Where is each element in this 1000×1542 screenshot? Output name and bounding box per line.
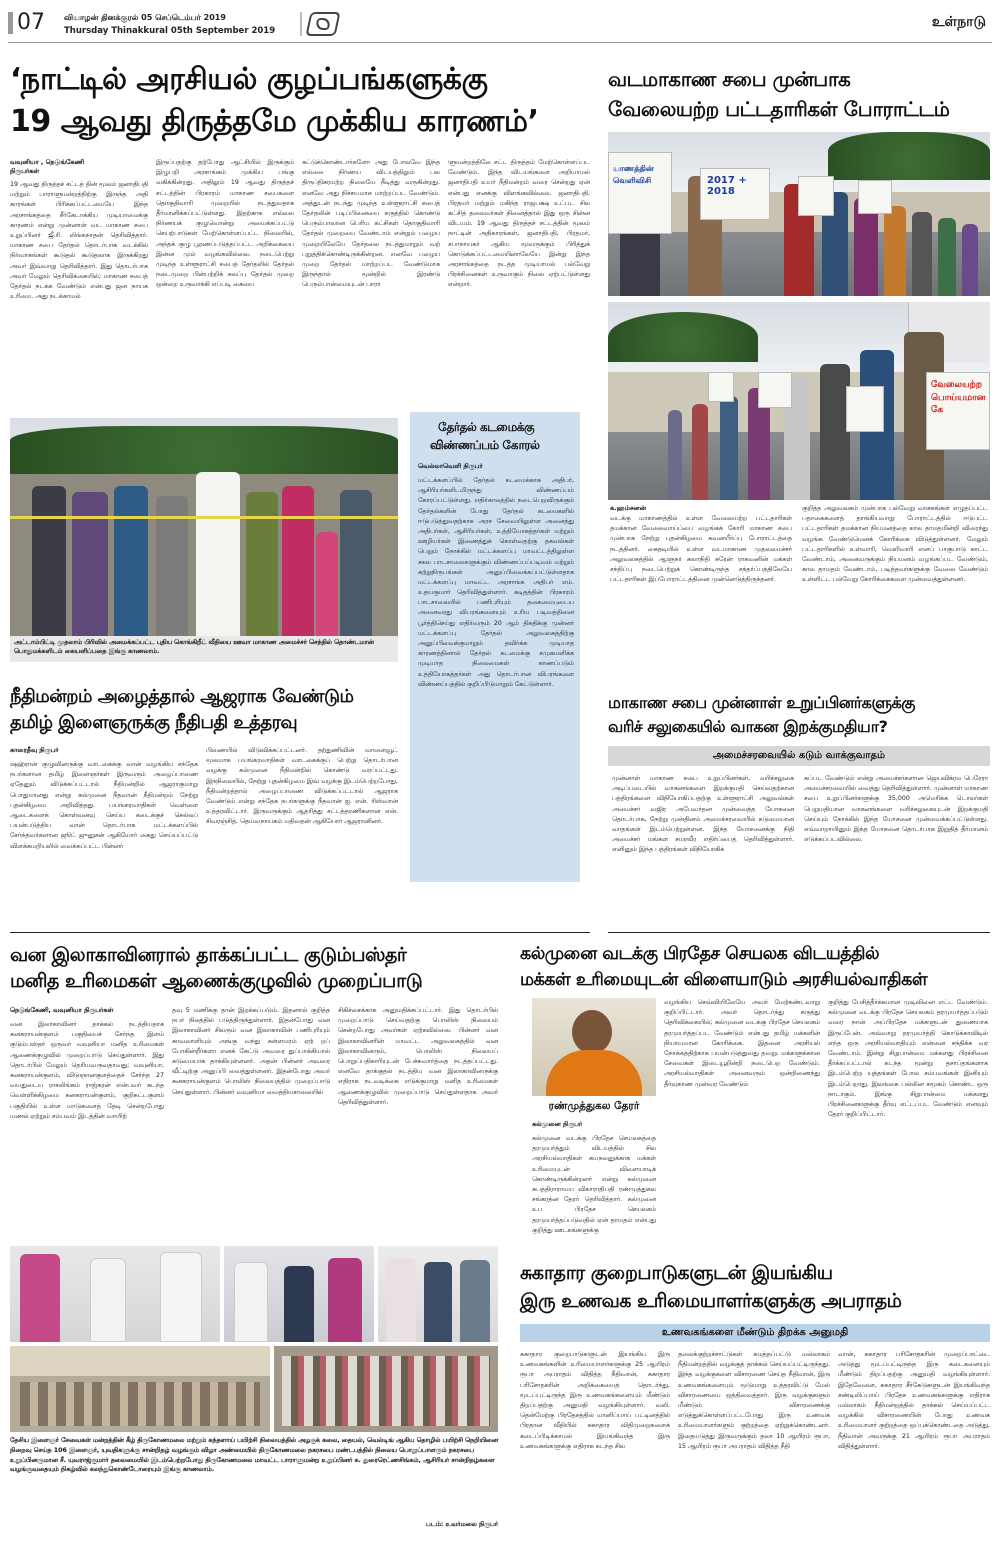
article2-headline-line2: வேலையற்ற பட்டதாரிகள் போராட்டம்: [608, 97, 950, 121]
protest-photo-top: [608, 132, 990, 296]
article6-headline-line1: கல்முனை வடக்கு பிரதேச செயலக விடயத்தில்: [520, 944, 880, 964]
article4-col2: கப்பட வேண்டும் என்று அமைச்சர்களான ஜெயவிக்ரம பெரேரா அமைச்சரவையில் வைத்து தெரிவித்துள்ளார். முன்னாள் மாகாண சபை உறுப்பினர்களுக்கு 35,000 அமெரிக்க டொலர்கள் பெறுமதியான வாகனங்களை வரிச்சலுகையுடன் இறக்குமதி செய்யும் நோக்கில் இந்த யோசனை முன்வைக்கப்பட்டுள்ளது. எவ்வாறாயினும் இந்த யோசனை தொடர்பாக இறுதித் தீர்மானம் எடுக்கப்படவில்லை.: [804, 775, 988, 844]
article3-headline-line2: தமிழ் இளைஞருக்கு நீதிபதி உத்தரவு: [10, 712, 298, 733]
article2-col2: குறித்த அலுவலகம் முன்பாக பல்வேறு வாசகங்கள் எழுதப்பட்ட பதாகைகளைத் தாங்கியவாறு போராட்டத்தில் ஈடுபட்ட பட்டதாரிகள் தமக்கான நியமனத்தை கால தாமதமின்றி விரைந்து வழங்க வேண்டுமெனக் கோரிக்கை விடுத்துள்ளனர். மேலும் பட்டதாரிகளில் உள்வாரி, வெளிவாரி எனப் பாகுபாடு காட்ட வேண்டாம், அனைவருக்கும் நியமனம் வழங்கப்பட வேண்டும், கால தாமதம் வேண்டாம், படித்தவர்களுக்கு வேலை வேண்டும் உள்ளிட்ட பல்வேறு கோரிக்கைகளை முன்வைத்துள்ளனர்.: [802, 505, 988, 584]
protest-photo-bottom: [608, 302, 990, 500]
ceremony-photo: [274, 1346, 498, 1432]
article1-col4: ளுமன்றத்திலே சட்ட திருத்தம் மேற்கொள்ளப்பட வேண்டும். இந்த விடயங்களை அறியாமல் ஜனாதிபதி உயர் நீதிமன்றம் வரை சென்றது ஏன் என்பது எனக்கு விளங்கவில்லை. ஜனாதிபதி, பிரதமர் மற்றும் மகிந்த ராஜபக்ஷ உட்பட சில கட்சித் தலைவர்கள் நினைத்தால் இது ஒரு சின்ன விடயம். 19 ஆவது திருத்தச் சட்டத்தின் மூலம் நாட்டின் அதிகாரங்கள், ஜனாதிபதி, பிரதமர், சபாநாயகர் ஆகிய மூவருக்கும் பிரித்துக் கொடுக்கப்பட்டமையினாலேயே இன்று இந்த அரசாங்கத்தை நடத்த முடியாமல் பல்வேறு பிரச்சினைகள் உருவாகும் நிலை ஏற்பட்டுள்ளது என்றார்.: [448, 159, 590, 289]
article5-headline-line2: மனித உரிமைகள் ஆணைக்குழுவில் முறைப்பாடு: [10, 970, 423, 992]
protest-placard: வேலையற்ற பொய்யமான கே: [926, 372, 990, 450]
protest-placard: [846, 386, 884, 432]
masthead: [0, 0, 1000, 44]
sidebar-headline-line2: விண்ணப்பம் கோரல்: [430, 438, 540, 452]
article7-headline-line2: இரு உணவக உரிமையாளர்களுக்கு அபராதம்: [520, 1290, 902, 1312]
article6-col2: வழங்கிய செவ்வியிலேயே அவர் மேற்கண்டவாறு குறிப்பிட்டார். அவர் தொடர்ந்து கருத்து தெரிவிக்கையில்; கல்முனை வடக்கு பிரதேச செயலகம் தரமுயர்த்தப்பட வேண்டும் என்பது தமிழ் மக்களின் நியாயமான கோரிக்கை. இதனை அரசியல் நோக்கத்திற்காக பயன்படுத்துவது தவறு. மக்களுக்கான சேவைகள் இடையூறின்றி நடைபெற வேண்டும். அரசியல்வாதிகள் அனைவரும் ஒன்றிணைந்து தீர்வுகாண முன்வர வேண்டும்: [664, 999, 820, 1088]
masthead-english-date: Thursday Thinakkural 05th September 2019: [64, 26, 276, 36]
masthead-tamil-date: வியாழன் தினக்குரல் 05 செப்டெம்பர் 2019: [64, 13, 226, 22]
article2-photo-credit: க.ஹம்சனன்: [610, 504, 647, 512]
article5-headline-line1: வன இலாகாவினரால் தாக்கப்பட்ட குடும்பஸ்தர்: [10, 944, 407, 966]
article3-headline-line1: நீதிமன்றம் அழைத்தால் ஆஜராக வேண்டும்: [10, 686, 354, 707]
ceremony-photo: [10, 1246, 220, 1342]
article1-byline: வவுனியா , நெடுங்கேணி: [10, 158, 85, 166]
protest-placard: [858, 180, 892, 214]
ceremony-photo: [10, 1346, 270, 1432]
article6-headline-line2: மக்கள் உரிமையுடன் விளையாடும் அரசியல்வாதிகள்: [520, 970, 928, 990]
protest-placard: 2017 + 2018: [700, 168, 770, 220]
article7-col2: தலைக்குற்றச்சாட்டுகள் சுமத்தப்பட்டு மல்லாகம் நீதிமன்றத்தில் வழக்குத் தாக்கல் செய்யப்பட்டிருந்தது. இந்த வழக்குகளை விசாரணை செய்த நீதிவான், இரு உணவகங்களையும் மூடுமாறு உத்தரவிட்டு மேல் விசாரணையை ஒத்திவைத்தார். இரு வழக்குகளும் மீண்டும் விசாரணைக்கு எடுத்துக்கொள்ளப்பட்டபோது இரு உணவக உரிமையாளர்களும் குற்றத்தை ஏற்றுக்கொண்டனர். இதையடுத்து இருவருக்கும் தலா 10 ஆயிரம் ரூபா, 15 ஆயிரம் ரூபா அபராதம் விதித்த நீதி: [678, 1351, 830, 1450]
sidebar-headline-line1: தேர்தல் கடமைக்கு: [438, 420, 535, 434]
article4-headline-line1: மாகாண சபை முன்னாள் உறுப்பினர்களுக்கு: [608, 693, 915, 712]
thinakkural-logo-icon: [305, 12, 340, 36]
article2-col1: வடக்கு மாகாணத்தில் உள்ள வேலையற்ற பட்டதாரிகள் தமக்கான வேலைவாய்ப்பை வழங்கக் கோரி மாகாண சபை முன்பாக நேற்று புதன்கிழமை கவனயீர்ப்பு போராட்டத்தை நடத்தினர். கைதடியில் உள்ள வடமாகாண முதலமைச்சர் அலுவலகத்தில் ஆளுநர் கலாநிதி சுரேன் ராகவனின் மக்கள் சந்திப்பு நடைபெற்றுக் கொண்டிருந்த சந்தர்ப்பத்திலேயே பட்டதாரிகள் இப்போராட்டத்தினை முன்னெடுத்திருந்தனர்.: [610, 515, 792, 584]
article5-col3: சிகிச்சைக்காக அனுமதிக்கப்பட்டார். இது தொடர்பில் முறைப்பாடு செய்வதற்கு பொலிஸ் நிலையம் சென்றபோது அவர்கள் ஏற்கவில்லை. பின்னர் வன இலாகாவினரின் மாவட்ட அலுவலகத்தில் வன இலாகாவினரும், பொலிஸ் நிலையப் பொறுப்பதிகாரியுடன் பேச்சுவார்த்தை நடத்தப்பட்டது. எனவே தாக்குதல் நடத்திய வன இலாகாவினருக்கு எதிராக நடவடிக்கை எடுக்குமாறு மனித உரிமைகள் ஆணைக்குழுவில் முறைப்பாடு செய்துள்ளதாக அவர் தெரிவித்துள்ளார்.: [338, 1007, 498, 1106]
article1-headline-line1: ‘நாட்டில் அரசியல் குழப்பங்களுக்கு: [10, 62, 488, 97]
protest-placard: [798, 176, 834, 216]
road-opening-caption: அட்டாம்பிட்டி முதலாம் பிரிவில் அமைக்கப்பட்ட புதிய கொங்கிறீட் வீதியை ஊவா மாகாண அமைச்சர் செந்தில் தொண்டமான் பொதுமக்களிடம் கையளிப்பதை இங்கு காணலாம்.: [14, 639, 374, 656]
ceremony-collage: [10, 1246, 498, 1432]
article7-col1: சுகாதார குறைபாடுகளுடன் இயங்கிய இரு உணவகங்களின் உரிமையாளர்களுக்கு 25 ஆயிரம் ரூபா அபராதம் விதித்த நீதிவான், சுகாதார பரிசோதகரின் அறிக்கையைத் தொடர்ந்து, மூடப்பட்டிருந்த இரு உணவகங்களையும் மீண்டும் திறப்பதற்கு அனுமதி வழங்கியுள்ளார். வலி. தென்மேற்கு பிரதேசத்தில் மானிப்பாய் பட்டினத்தில் பிரதான வீதியில் சுகாதார விதிமுறைகளைக் கடைப்பிடிக்காமல் இயங்கிவந்த இரு உணவகங்களுக்கு எதிராக கடந்த சில: [520, 1351, 670, 1450]
ceremony-caption: தேசிய இளைஞர் சேவைகள் மன்றத்தின் கீழ் திருகோணமலை மற்றும் கந்தளாய் பயிற்சி நிலையத்தில் அழகுக் கலை, தையல், வெல்டிங் ஆகிய தொழில் பயிற்சி நெறியினை நிறைவு செய்த 106 இளைஞர், யுவதிகளுக்கு சான்றிதழ் வழங்கும் விழா அண்மையில் திருகோணமலை நகரசபை மண்டபத்தில் நிலைய பொறுப்பாளரும் நகரசபை உறுப்பினருமான சீ. யுவராஜ்குமார் தலைமையில் இடம்பெற்றபோது திருகோணமலை மாவட்ட பாராளுமன்ற உறுப்பினர் க. துரைரெட்ணசிங்கம், ஆசிரியர் சான்றிதழ்களை வழங்குவதையும் நிகழ்வில் கலந்துகொண்டோரையும் இங்கு காணலாம்.: [10, 1437, 498, 1474]
protest-placard: [758, 372, 792, 408]
section-divider: [10, 932, 590, 933]
article5-col1: வன இலாகாவினர் தாக்கல் நடத்தியதாக கனகராயன்குளம் பகுதியைச் சேர்ந்த இளம் குடும்பஸ்தர் ஒருவர் வவுனியா மனித உரிமைகள் ஆணைக்குழுவில் முறைப்பாடு செய்துள்ளார். இது தொடர்பில் மேலும் தெரியவருவதாவது; வவுனியா, கனகராயன்குளம், விடுஞானகுளத்தைச் சேர்ந்த 27 வயதுடைய ராசலிங்கம் ராஜ்கரன் என்பவர் கடந்த வெள்ளிக்கிழமை கனகராயன்குளம், குறிசுட்டகுளம் பகுதியில் உள்ள மாடுகளைத் தேடி சென்றபோது மணல் ஏற்றும் சம்பவம் இடத்தின் வாயிற்: [10, 1021, 164, 1120]
page-number: 07: [17, 10, 45, 35]
masthead-rule: [8, 42, 992, 43]
article1-col2: இருப்பதற்கு தற்போது ஆட்சியில் இருக்கும் இழுபறி அரசாங்கம் முக்கிய பங்கு வகிக்கின்றது. அதிலும் 19 ஆவது திருத்தச் சட்டத்தின் பிரகாரம் மாகாண சபைகளை தொகுதிவாரி முறையில் நடத்துவதாக தீர்மானிக்கப்பட்டுள்ளது. இதற்காக எல்லை நிர்ணயக் குழுவொன்று அமைக்கப்பட்டு செயற்பாடுகள் மேற்கொள்ளப்பட்ட நிலையில், அந்தக் குழு பூரணப்படுத்தப்பட்ட அறிக்கையை இன்ன மும் வழங்கவில்லை. நடைபெற்று முடிந்த உள்ளூராட்சி சபைத் தேர்தலில் தேர்தல் நடைமுறை பின்பற்றிக் கலப்பு தேர்தல் முறை ஒன்றை உருவாக்கி எப்படி கையை: [156, 159, 294, 289]
article1-byline2: நிருபர்கள்: [10, 167, 40, 175]
article1-col1: 19 ஆவது திருத்தச் சட்டத் தின் மூலம் ஜனாதிபதி மற்றும் பாராளுமன்றத்திற்கு இருந்த அதி காரங்கள் பிரிக்கப்பட்டமையே இந்த அரசாங்கத்தை சீர்கேடாக்கிய முடியாமைக்கு காரணம் என்று முன்னாள் வட மாகாண சபை உறுப்பினர் ஜீ.ரி. லிங்கநாதன் தெரிவித்தார். மாகாண சபை தேர்தல் தொடர்பாக வடக்கில் நிர்வாகங்கள் கூடுதல் கூடுதலாக இருக்கிறது அவர் இவ்வாறு தெரிவித்தார். இது தொடர்பாக அவர் மேலும் தெரிவிக்கையில்; மாகாண சபைத் தேர்தல் நடக்க வேண்டும் என்பது ஜன நாயக உரிமை. அது நடக்காமல்: [10, 181, 148, 301]
article1-headline-line2: 19 ஆவது திருத்தமே முக்கிய காரணம்’: [10, 104, 539, 139]
article3-col2: பிணையில் விடுவிக்கப்பட்டனர். தற்துணிவின் வாளைவூட் மூலமாக பயங்கரவாதிகள் வாடகைக்குப் பெற்று தொடர்பான வழக்கு கல்முனை நீதிமன்றில் கொண்டு வரப்பட்டது. இந்நிலையில், நேற்று புதன்கிழமை இவ் வழக்கு இடம்பெற்றபோது, நீதிமன்றத்தால் அழைப்பாணை விடுக்கப்பட்டால் ஆஜராக வேண்டும் என்று சந்தேக நபர்களுக்கு நீதவான் ஐ. என். ரிஸ்வான் உத்தரவிட்டார். இருவருக்கும் ஆதரித்து சட்டத்தரணிகளான என். சிவரஞ்சித், தெய்வநாயகம் மதிவதன் ஆகியோர் ஆஜரானினர்.: [206, 747, 398, 826]
portrait-name: ரண்முத்துகல தேரர்: [548, 1100, 640, 1112]
masthead-divider: [300, 12, 302, 36]
road-opening-photo: [10, 418, 398, 636]
article4-col1: முன்னாள் மாகாண சபை உறுப்பினர்கள், வரிச்சலுகை அடிப்படையில் வாகனங்களை இறக்குமதி செய்வதற்கான பத்திரங்களை விநியோகிப்பதற்கு உள்ளூராட்சி அலுவல்கள் அமைச்சர் வஜிர அபேவர்தன முன்வைத்த யோசனை தொடர்பாக, நேற்று முன்தினம் அமைச்சரவையில் கடுமையான வாதங்கள் இடம்பெற்றுள்ளன. இந்த யோசனைக்கு நிதி அமைச்சர் மங்கள சமரவீர எதிர்ப்பைத் தெரிவித்துள்ளார். எனினும் இந்த பத்திரங்கள் விநியோகிக்: [612, 775, 794, 854]
article7-subhead: உணவகங்களை மீண்டும் திறக்க அனுமதி: [661, 1327, 849, 1338]
sidebar-text: மட்டக்களப்பில் தேர்தல் கடமைக்காக அதிபர், ஆசிரியர்களிடமிருந்து விண்ணப்பம் கோரப்பட்டுள்ளது. எதிர்காலத்தில் நடைபெறவிருக்கும் தேர்தல்களின் போது தேர்தல் கடமைகளில் ஈடுபடுத்துவதற்காக அரச சேவையிலுள்ள அனைத்து அதிபர்கள், ஆசிரியர்கள், உத்தியோகத்தர்கள் மற்றும் ஊழியர்கள் இணைத்துக் கொள்வதற்கு தகவல்கள் பெறும் நோக்கில் மட்டக்களப்பு மாவட்டத்திலுள்ள சகல பாடசாலைகளுக்கும் விண்ணப்பப்படிவம் மற்றும் சுற்றுநிருபங்கள் அனுப்பிவைக்கப்பட்டுள்ளதாக மட்டக்களப்பு மாவட்ட அரசாங்க அதிபர் எம். உதயகுமார் தெரிவித்துள்ளார். கடிதத்தின் பிரகாரம் பாடசாலையில் பணிபுரியும் தகைமையுடைய அனைவரது விபரங்களையும் உரிய படிவத்தினை பூர்த்திசெய்து எதிர்வரும் 20 ஆம் திகதிக்கு முன்னர் மட்டக்களப்பு தேர்தல் அலுவலகத்திற்கு அனுப்பிவைக்குமாறும் தவிர்க்க முடியாத காரணத்தினால் தேர்தல் கடமைக்கு சமுகமளிக்க முடியாத நிலைமைகள் காணப்படும் உத்தியோகத்தர்கள் அது தொடர்பான விபரங்களை விண்ணப்பத்தில் குறிப்பிடுமாறும் கேட்டுள்ளார்.: [418, 477, 574, 688]
section-name: உள்நாடு: [931, 14, 986, 30]
article7-col3: வான், சுகாதார பரிசோதகரின் முறைப்பாட்டை அடுத்து மூடப்பட்டிருந்த இரு கடைகளையும் மீண்டும் திறப்பதற்கு அனுமதி வழங்கியுள்ளார். இதேவேளை, சுகாதார சீர்கேடுகளுடன் இயங்கிவந்த சண்டிலிப்பாய் பிரதேச உணவகங்களுக்கு எதிராக மல்லாகம் நீதிமன்றத்தில் தாக்கல் செய்யப்பட்ட வழக்கில் விசாரணையின் போது உணவக உரிமையாளர் குற்றத்தை ஒப்புக்கொண்டதை அடுத்து, நீதிவான் அவருக்கு 21 ஆயிரம் ரூபா அபராதம் விதித்துள்ளார்.: [838, 1351, 990, 1450]
article3-col1: ஷஹ்ரான் குழுவினருக்கு வாடகைக்கு வான் வழங்கிய சந்தேக நபர்களான தமிழ் இளைஞர்கள் இருவரும் அழைப்பாணை ஏதேனும் விடுக்கப்பட்டால் நீதிமன்றில் ஆஜராகுமாறு பொதுமானது என்று கல்முனை நீதவான் நீதிமன்றம் நேற்று புதன்கிழமை அறிவித்தது. பயங்கரவாதிகள் வெள்ளை ஆடைகளைக் கொள்வனவு செய்ய கடைக்குச் செல்லப் பயன்படுத்திய வான் தொடர்பாக மட்டக்களப்பில் சேர்ந்தவர்களான ஜூட் ஜுனுசன் ஆகியோர் கைது செய்யப்பட்டு விளக்கமறியலில் வைக்கப்பட்ட பின்னர்: [10, 761, 198, 850]
article5-byline: நெடுங்கேணி, வவுனியா நிருபர்கள்: [10, 1006, 114, 1014]
article4-subhead: அமைச்சரவையில் கடும் வாக்குவாதம்: [712, 750, 886, 761]
article7-headline-line1: சுகாதார குறைபாடுகளுடன் இயங்கிய: [520, 1262, 833, 1284]
monk-portrait: [532, 998, 656, 1096]
sidebar-byline: வெல்லாவெளி நிருபர்: [418, 462, 483, 470]
article6-col3: குறித்து பேசித்தீர்க்கமான முடிவினை எட்ட வேண்டும். கல்முனை வடக்கு பிரதேச செயலகம் தரமுயர்த்தப்படும் வரை நான் அப்பிரதேச மக்களுடன் துணையாக இருப்பேன். அவ்வாறு தரமுயர்த்தி கொடுக்காவிடில் எந்த ஒரு அரசியல்வாதியும் என்னை சந்திக்க வர வேண்டாம். இன்று சிறுபான்மை மக்களது பிரச்சினை தீர்க்கப்பட்டால் கடந்த மூன்று தசாப்தங்களாக இடம்பெற்ற யுத்தங்கள் போல சம்பவங்கள் இனியும் இடம்பெறாது. இலங்கை பல்லின சமூகம் கொண்ட ஒரு நாடாகும். இங்கு சிறுபான்மை மக்களது பிரச்சினைகளுக்கு தீர்வு எட்டப்பட வேண்டும் எனவும் தேரர் குறிப்பிட்டார்.: [828, 999, 988, 1119]
article4-headline-line2: வரிச் சலுகையில் வாகன இறக்குமதியா?: [608, 717, 888, 736]
ceremony-photo: [224, 1246, 374, 1342]
article2-headline-line1: வடமாகாண சபை முன்பாக: [608, 67, 851, 91]
ceremony-photo: [378, 1246, 498, 1342]
article6-byline: கல்முனை நிருபர்: [532, 1120, 583, 1128]
protest-placard: [708, 372, 734, 402]
article6-col1: கல்முனை வடக்கு பிரதேச செயலகத்தை தரமுயர்த்தும் விடயத்தில் சில அரசியல்வாதிகள் சுயநலனுக்காக மக்கள் உரிமையுடன் விளையாடிக் கொண்டிருக்கின்றனர் என்று கல்முனை சுபத்திராராமய விகாராதிபதி ரண்முத்துகல சங்கரத்ன தேரர் தெரிவித்தார். கல்முனை உப பிரதேச செயலகம் தரமுயர்த்தப்படுவதில் ஏன் தாமதம் என்பது குறித்து ஊடகங்களுக்கு: [532, 1135, 656, 1234]
article1-col3: சுட்டுக்கொண்டார்களோ அது போலவே இந்த எல்லை நிர்ணய விடயத்திலும் பல திருப்திகரமற்ற நிலையே நீடித்து வருகின்றது. எனவே அது நிச்சயமாக மாற்றப்பட வேண்டும். அத்துடன் நடந்து முடிந்த உள்ளூராட்சி சபைத் தேர்தலின் படிப்பினையை கருத்தில் கொண்டு பெரும்பாலான பெரிய கட்சிகள் தொகுதிவாரி தேர்தல் முறையை வேண்டாம் என்றும் பழைய முறையிலேயே தேர்தலை நடத்துமாறும் வற் புறுத்திக்கொண்டிருக்கின்றன. எனவே பழைய முறை தேர்தல் மாற்றப்பட வேண்டுமாக இருந்தால் மூன்றில் இரண்டு பெரும்பான்மையுடன் பாரா: [302, 159, 440, 289]
section-divider: [608, 932, 990, 933]
article1-body: [10, 158, 590, 398]
article5-col2: தவு 5 மணிக்கு தான் இறக்கப்படும். இதனால் குறித்த நபர் நிலத்தில் படுத்திருந்துள்ளார். இதன்போது வன இலாகாவினர் சிலரும் வன இலாகாவின் பணிபுரியும் காவலாளியும் அங்கு வந்து சுள்ளமரம் ஏற் றப் போகின்றீர்களா எனக் கேட்டு அவரை துப்பாக்கியால் கடுமையாக தாக்கியுள்ளனர். அதன் பின்னர் அவரை வீட்டிற்கு அனுப்பி வைத்துள்ளனர். இதன்போது அவர் கனகராயன்குளம் பொலிஸ் நிலையத்தில் முறைப்பாடு செய்துள்ளார். பின்னர் வவுனியா வைத்தியசாலையில்: [172, 1007, 330, 1096]
ribbon: [10, 516, 398, 519]
article3-byline: காரைதீவு நிருபர்: [10, 746, 59, 754]
ceremony-photo-credit: படம்: உவர்மலை நிருபர்: [426, 1521, 498, 1528]
protest-placard: யாணத்தின் வெளிவிசி: [608, 152, 672, 234]
